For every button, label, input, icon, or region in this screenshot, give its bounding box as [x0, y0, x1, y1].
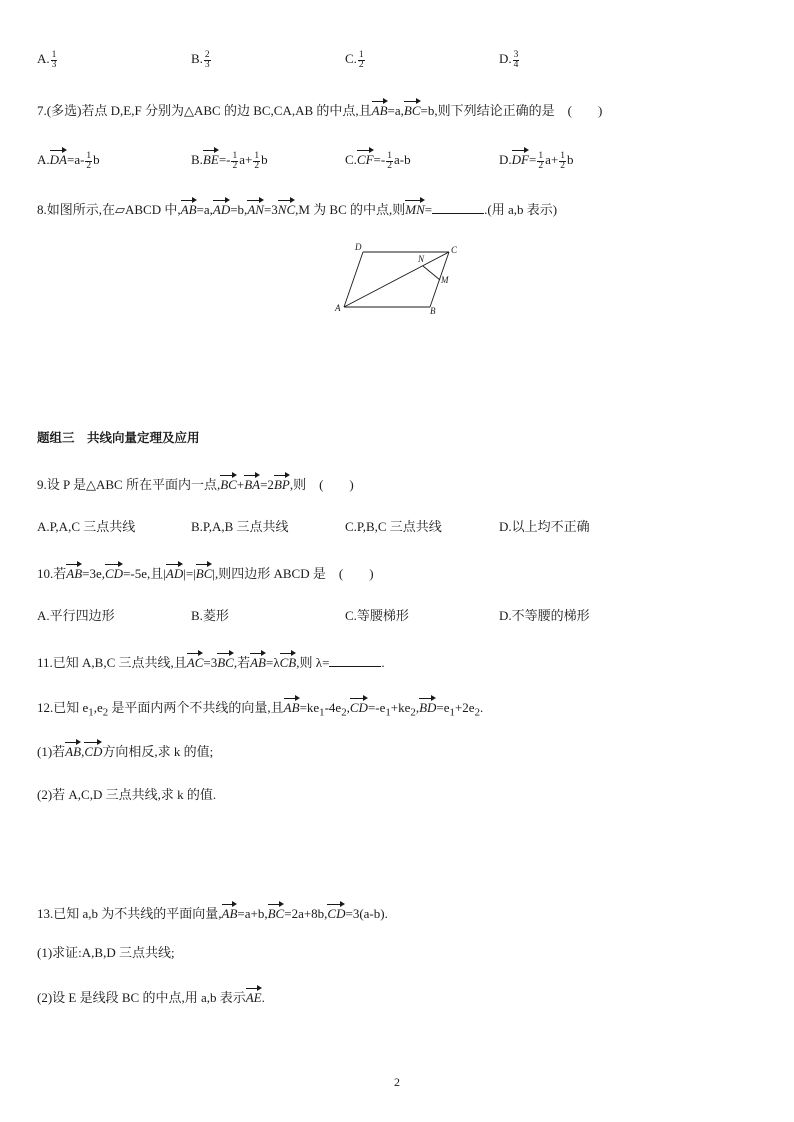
q7-option-c[interactable]: C.CF=- $\frac{1}{2}$ a-b [345, 150, 411, 171]
vector: AB [222, 903, 238, 923]
fraction: $\frac{1}{2}$ [358, 49, 364, 70]
answer-blank[interactable] [329, 654, 381, 667]
fraction: $\frac{1}{2}$ [232, 150, 238, 171]
q7-option-d[interactable]: D.DF= $\frac{1}{2}$ a+ $\frac{1}{2}$ b [499, 150, 574, 171]
q6-option-b[interactable]: B. $\frac{2}{3}$ [191, 49, 210, 70]
label-d: D [355, 242, 362, 252]
q10-option-c[interactable]: C.等腰梯形 [345, 608, 409, 623]
q12-part-2: (2)若 A,C,D 三点共线,求 k 的值. [37, 787, 217, 802]
vector: AB [250, 652, 266, 672]
vector: BD [419, 697, 436, 717]
label-n: N [418, 254, 425, 264]
fraction: $\frac{1}{2}$ [254, 150, 260, 171]
fraction: $\frac{3}{4}$ [513, 49, 519, 70]
q10-option-b[interactable]: B.菱形 [191, 608, 229, 623]
q12-stem: 12.已知 $e_1,e_2$ 是平面内两个不共线的向量,且$AB=ke_1-4e_2,CD=-e_1+ke_2,BD=e_1+2e_2$. [37, 697, 483, 722]
q9-option-c[interactable]: C.P,B,C 三点共线 [345, 519, 442, 534]
q11-stem: 11.已知 A,B,C 三点共线,且AC=3BC,若AB=λCB,则 λ= . [37, 652, 385, 672]
label-a: A [335, 303, 341, 313]
label-c: C [451, 245, 458, 255]
q10-option-d[interactable]: D.不等腰的梯形 [499, 608, 590, 623]
q6-option-c[interactable]: C. $\frac{1}{2}$ [345, 49, 364, 70]
fraction: $\frac{1}{2}$ [560, 150, 565, 171]
vector: CB [280, 652, 297, 672]
label-b: B [430, 306, 436, 315]
vector: CD [105, 563, 123, 583]
q12-part-1: (1)若AB,CD方向相反,求 k 的值; [37, 741, 213, 761]
vector: AB [284, 697, 300, 717]
vector: BC [268, 903, 285, 923]
q6-option-d[interactable]: D. $\frac{3}{4}$ [499, 49, 519, 70]
vector: AB [181, 199, 197, 219]
vector: BC [196, 563, 213, 583]
vector: CD [84, 741, 102, 761]
q10-stem: 10.若AB=3e,CD=-5e,且|AD|=|BC|,则四边形 ABCD 是 ( ) [37, 563, 374, 583]
vector: DA [50, 149, 67, 169]
q13-part-1: (1)求证:A,B,D 三点共线; [37, 945, 175, 960]
vector: AN [247, 199, 264, 219]
q9-option-b[interactable]: B.P,A,B 三点共线 [191, 519, 289, 534]
vector: BC [404, 100, 421, 120]
vector: CD [350, 697, 368, 717]
q10-option-a[interactable]: A.平行四边形 [37, 608, 115, 623]
vector: BE [203, 149, 219, 169]
q6-option-a[interactable]: A. $\frac{1}{3}$ [37, 49, 57, 70]
vector: AB [66, 563, 82, 583]
q7-option-b[interactable]: B.BE=- $\frac{1}{2}$ a+ $\frac{1}{2}$ b [191, 150, 268, 171]
vector: AD [166, 563, 183, 583]
page-number: 2 [394, 1075, 400, 1089]
q9-stem: 9.设 P 是△ABC 所在平面内一点,BC+BA=2BP,则 ( ) [37, 474, 354, 494]
q9-option-a[interactable]: A.P,A,C 三点共线 [37, 519, 136, 534]
q7-option-a[interactable]: A.DA=a- $\frac{1}{2}$ b [37, 150, 100, 171]
parallelogram-figure [330, 240, 465, 315]
vector: AE [246, 987, 262, 1007]
vector: BC [220, 474, 237, 494]
vector: BP [274, 474, 290, 494]
q13-part-2: (2)设 E 是线段 BC 的中点,用 a,b 表示AE. [37, 987, 265, 1007]
q7-stem: 7.(多选)若点 D,E,F 分别为△ABC 的边 BC,CA,AB 的中点,且AB=a,BC=b,则下列结论正确的是 ( ) [37, 100, 602, 120]
answer-blank[interactable] [432, 201, 484, 214]
q13-stem: 13.已知 a,b 为不共线的平面向量,AB=a+b,BC=2a+8b,CD=3(a-b). [37, 903, 388, 923]
fraction: $\frac{1}{2}$ [538, 150, 544, 171]
vector: AB [372, 100, 388, 120]
fraction: $\frac{2}{3}$ [204, 49, 210, 70]
vector: CD [327, 903, 345, 923]
fraction: $\frac{1}{2}$ [86, 150, 92, 171]
q9-option-d[interactable]: D.以上均不正确 [499, 519, 590, 534]
vector: AD [213, 199, 230, 219]
vector: BC [217, 652, 234, 672]
vector: DF [512, 149, 529, 169]
fraction: $\frac{1}{3}$ [51, 49, 57, 70]
fraction: $\frac{1}{2}$ [387, 150, 392, 171]
vector: NC [278, 199, 295, 219]
q8-stem: 8.如图所示,在▱ABCD 中,AB=a,AD=b,AN=3NC,M 为 BC 的中点,则MN= .(用 a,b 表示) [37, 199, 557, 219]
label-m: M [441, 275, 449, 285]
vector: CF [357, 149, 374, 169]
vector: BA [244, 474, 260, 494]
section-heading: 题组三 共线向量定理及应用 [37, 430, 200, 445]
vector: MN [405, 199, 425, 219]
vector: AB [65, 741, 81, 761]
vector: AC [187, 652, 204, 672]
segment-nm [423, 266, 440, 280]
